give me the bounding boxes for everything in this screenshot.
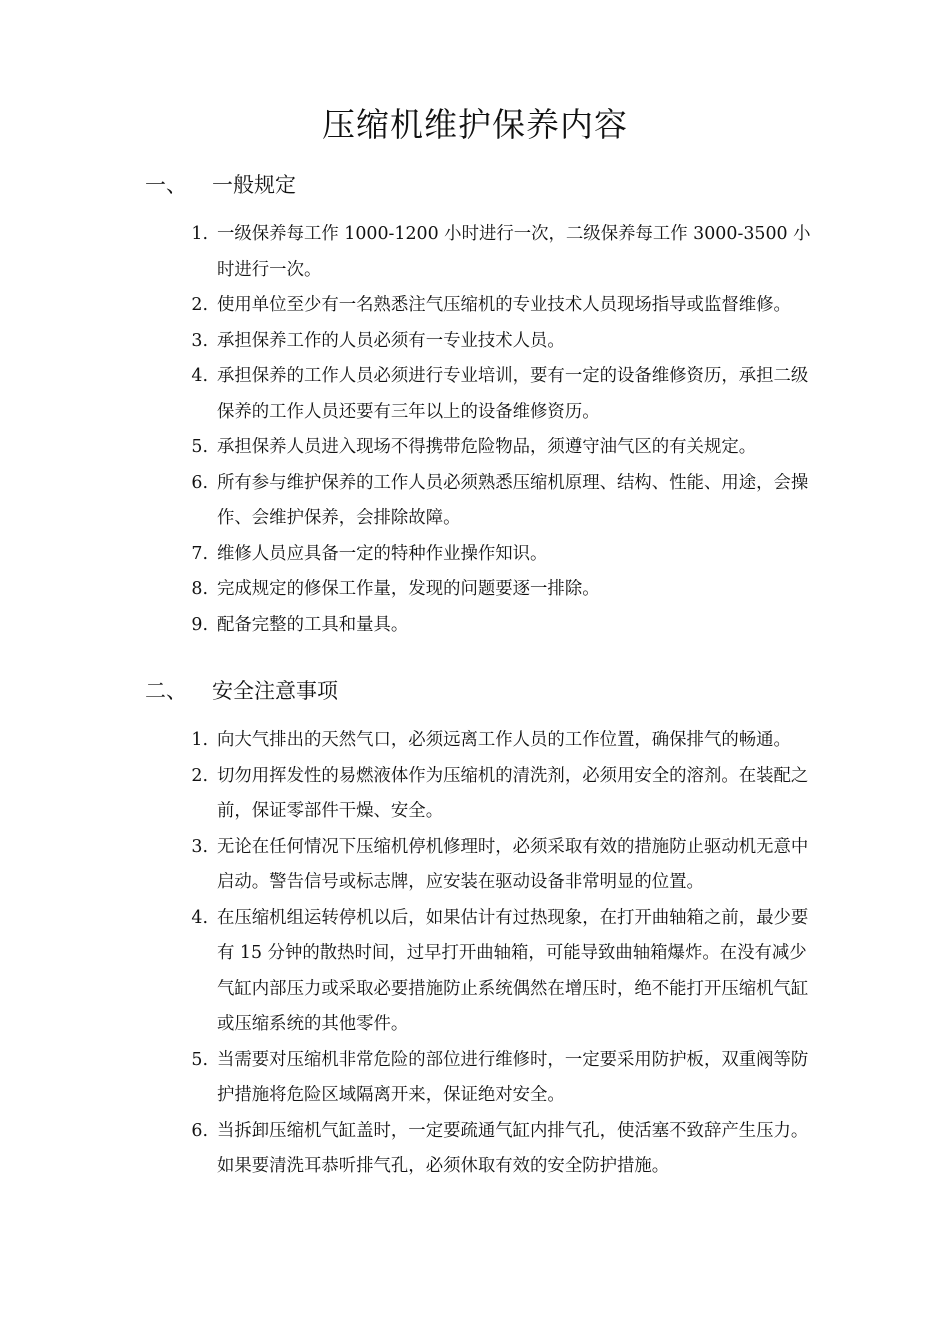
list-item xyxy=(180,466,812,537)
list-item-text: 承担保养的工作人员必须进行专业培训，要有一定的设备维修资历，承担二级保养的工作人员还要有三年以上的设备维修资历。 xyxy=(217,366,809,422)
section-number: 一、 xyxy=(145,173,187,197)
list-item-text: 在压缩机组运转停机以后，如果估计有过热现象，在打开曲轴箱之前，最少要有 15 分钟的散热时间，过早打开曲轴箱，可能导致曲轴箱爆炸。在没有减少气缸内部压力或采取必要措施防止系统偶然在增压时，绝不能打开压缩机气缸或压缩系统的其他零件。 xyxy=(217,907,809,1034)
list-item xyxy=(180,324,812,360)
list-item xyxy=(180,217,812,288)
list-item-text: 承担保养人员进入现场不得携带危险物品，须遵守油气区的有关规定。 xyxy=(217,437,757,457)
list-item xyxy=(180,1114,812,1185)
list-item-number: 2. xyxy=(191,295,208,315)
list-item-number: 4. xyxy=(191,907,208,928)
list-item-text: 向大气排出的天然气口，必须远离工作人员的工作位置，确保排气的畅通。 xyxy=(217,730,791,750)
list-item-text: 维修人员应具备一定的特种作业操作知识。 xyxy=(217,543,548,564)
list-item-text: 所有参与维护保养的工作人员必须熟悉压缩机原理、结构、性能、用途，会操作、会维护保养，会排除故障。 xyxy=(217,472,809,528)
list-item xyxy=(180,723,812,759)
list-item xyxy=(180,901,812,1043)
list-item-number: 3. xyxy=(191,330,208,351)
list-item-number: 4. xyxy=(191,366,208,386)
general-rules-list xyxy=(180,217,812,643)
list-item-number: 1. xyxy=(191,730,208,750)
section-heading-text: 一般规定 xyxy=(212,173,296,197)
section-heading-text: 安全注意事项 xyxy=(212,679,338,703)
list-item-text: 一级保养每工作 1000-1200 小时进行一次，二级保养每工作 3000-3500 小时进行一次。 xyxy=(217,224,811,280)
section-number: 二、 xyxy=(145,679,187,703)
list-item xyxy=(180,608,812,644)
list-item-text: 完成规定的修保工作量，发现的问题要逐一排除。 xyxy=(217,579,600,599)
list-item-text: 当需要对压缩机非常危险的部位进行维修时，一定要采用防护板，双重阀等防护措施将危险区域隔离开来，保证绝对安全。 xyxy=(217,1049,809,1105)
list-item xyxy=(180,430,812,466)
list-item-number: 1. xyxy=(191,224,208,244)
list-item-text: 当拆卸压缩机气缸盖时，一定要疏通气缸内排气孔，使活塞不致辞产生压力。如果要清洗耳恭听排气孔，必须休取有效的安全防护措施。 xyxy=(217,1120,809,1176)
list-item-number: 3. xyxy=(191,836,208,857)
list-item-text: 使用单位至少有一名熟悉注气压缩机的专业技术人员现场指导或监督维修。 xyxy=(217,295,791,315)
list-item-number: 2. xyxy=(191,765,208,786)
list-item-number: 5. xyxy=(191,437,208,457)
list-item-number: 9. xyxy=(191,614,208,635)
list-item-text: 配备完整的工具和量具。 xyxy=(217,614,409,635)
list-item-text: 承担保养工作的人员必须有一专业技术人员。 xyxy=(217,330,565,351)
list-item-number: 7. xyxy=(191,543,208,564)
list-item-number: 6. xyxy=(191,1120,208,1141)
safety-notes-list xyxy=(180,723,812,1185)
document-title: 压缩机维护保养内容 xyxy=(322,105,628,144)
section-heading-general-rules xyxy=(145,170,296,200)
list-item xyxy=(180,830,812,901)
list-item-text: 无论在任何情况下压缩机停机修理时，必须采取有效的措施防止驱动机无意中启动。警告信号或标志牌，应安装在驱动设备非常明显的位置。 xyxy=(217,836,809,892)
list-item xyxy=(180,537,812,573)
list-item-text: 切勿用挥发性的易燃液体作为压缩机的清洗剂，必须用安全的溶剂。在装配之前，保证零部件干燥、安全。 xyxy=(217,765,809,821)
list-item xyxy=(180,759,812,830)
list-item xyxy=(180,1043,812,1114)
list-item-number: 8. xyxy=(191,579,208,599)
list-item-number: 5. xyxy=(191,1049,208,1070)
list-item-number: 6. xyxy=(191,472,208,493)
section-heading-safety-notes xyxy=(145,676,338,706)
list-item xyxy=(180,359,812,430)
list-item xyxy=(180,288,812,324)
list-item xyxy=(180,572,812,608)
